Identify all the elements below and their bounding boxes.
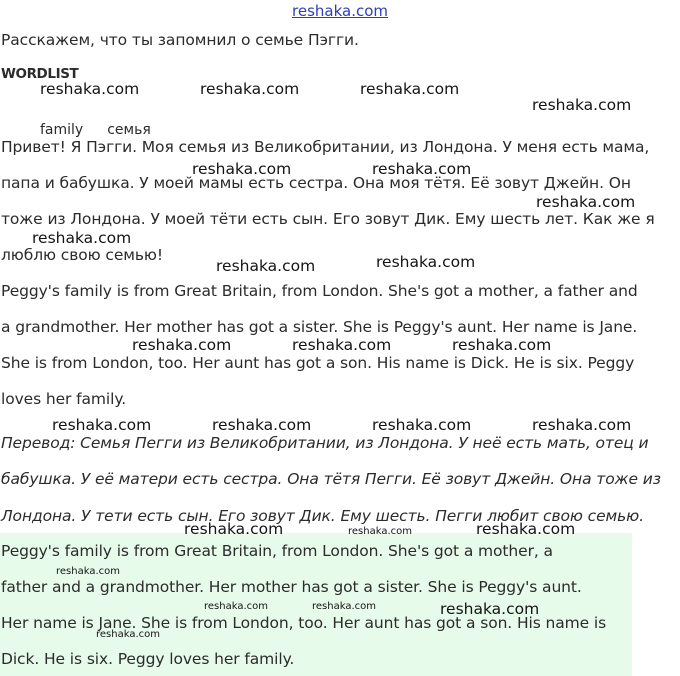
english-line: a grandmother. Her mother has got a sister. She is Peggy's aunt. Her name is Jane. xyxy=(1,318,638,336)
wordlist-heading: WORDLIST xyxy=(1,66,79,82)
watermark: reshaka.com xyxy=(204,601,268,612)
site-title-link[interactable]: reshaka.com xyxy=(292,2,388,20)
russian-line: люблю свою семью! xyxy=(1,246,163,264)
watermark: reshaka.com xyxy=(452,336,552,354)
english-line: She is from London, too. Her aunt has got a son. His name is Dick. He is six. Peggy xyxy=(1,354,635,372)
watermark: reshaka.com xyxy=(376,253,476,271)
wordlist-row-partial xyxy=(40,122,180,138)
watermark: reshaka.com xyxy=(372,416,472,434)
task-prompt: Расскажем, что ты запомнил о семье Пэгги. xyxy=(1,31,359,49)
watermark: reshaka.com xyxy=(200,80,300,98)
answer-line: Peggy's family is from Great Britain, from London. She's got a mother, a xyxy=(1,542,553,560)
watermark: reshaka.com xyxy=(216,257,316,275)
answer-line: Dick. He is six. Peggy loves her family. xyxy=(1,650,295,668)
wordlist-word: family xyxy=(40,122,84,138)
english-line: loves her family. xyxy=(1,390,127,408)
answer-line: Her name is Jane. She is from London, too. Her aunt has got a son. His name is xyxy=(1,614,607,632)
translation-line: Перевод: Семья Пегги из Великобритании, из Лондона. У неё есть мать, отец и xyxy=(1,434,649,452)
watermark: reshaka.com xyxy=(132,336,232,354)
watermark: reshaka.com xyxy=(348,526,412,537)
russian-line: Привет! Я Пэгги. Моя семья из Великобритании, из Лондона. У меня есть мама, xyxy=(1,138,650,156)
watermark: reshaka.com xyxy=(52,416,152,434)
watermark: reshaka.com xyxy=(312,601,376,612)
translation-line: бабушка. У её матери есть сестра. Она тётя Пегги. Её зовут Джейн. Она тоже из xyxy=(1,470,661,488)
watermark: reshaka.com xyxy=(40,80,140,98)
wordlist-translation: семья xyxy=(107,122,151,138)
watermark: reshaka.com xyxy=(184,520,284,538)
watermark: reshaka.com xyxy=(192,160,292,178)
answer-line: father and a grandmother. Her mother has got a sister. She is Peggy's aunt. xyxy=(1,578,582,596)
watermark: reshaka.com xyxy=(360,80,460,98)
translation-line: Лондона. У тети есть сын. Его зовут Дик. Ему шесть. Пегги любит свою семью. xyxy=(1,507,644,525)
english-line: Peggy's family is from Great Britain, from London. She's got a mother, a father and xyxy=(1,282,638,300)
watermark: reshaka.com xyxy=(96,629,160,640)
watermark: reshaka.com xyxy=(532,416,632,434)
watermark: reshaka.com xyxy=(372,160,472,178)
watermark: reshaka.com xyxy=(212,416,312,434)
watermark: reshaka.com xyxy=(32,229,132,247)
watermark: reshaka.com xyxy=(56,566,120,577)
watermark: reshaka.com xyxy=(536,193,636,211)
watermark: reshaka.com xyxy=(532,96,632,114)
watermark: reshaka.com xyxy=(440,600,540,618)
watermark: reshaka.com xyxy=(292,336,392,354)
watermark: reshaka.com xyxy=(476,520,576,538)
russian-line: тоже из Лондона. У моей тёти есть сын. Его зовут Дик. Ему шесть лет. Как же я xyxy=(1,210,655,228)
russian-line: папа и бабушка. У моей мамы есть сестра. Она моя тётя. Её зовут Джейн. Он xyxy=(1,174,631,192)
